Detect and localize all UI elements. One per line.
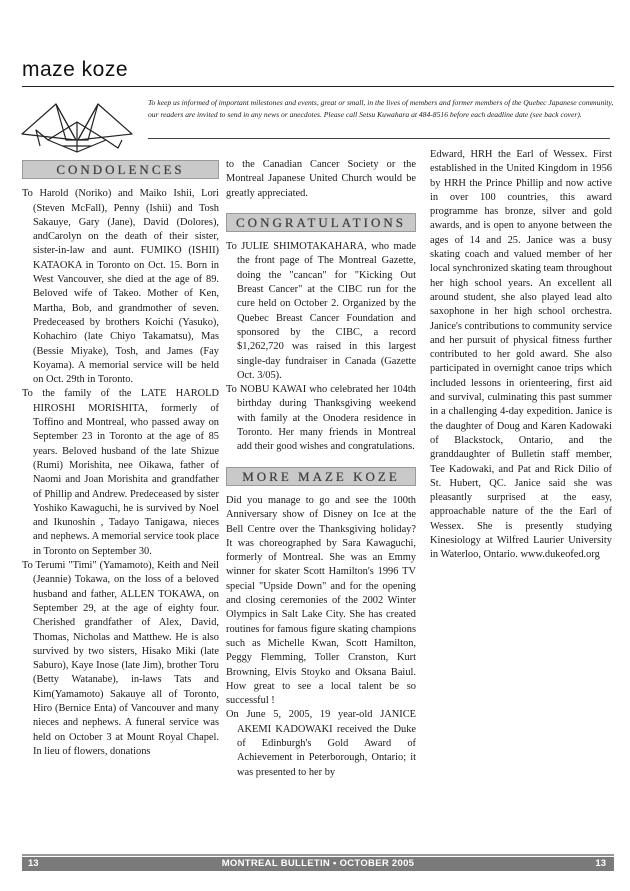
condolence-continued: to the Canadian Cancer Society or the Montreal Japanese United Church would be greatly appreciated.: [226, 159, 416, 199]
janice-kadowaki-paragraph: On June 5, 2005, 19 year-old JANICE AKEMI KADOWAKI received the Duke of Edinburgh's Gold Award of Achievement in Peterborough, Ontario; it was presented to her by: [226, 709, 416, 778]
condolence-entry: To Terumi "Timi" (Yamamoto), Keith and Neil (Jeannie) Tokawa, on the loss of a beloved husband and father, ALLEN TOKAWA, on September 29, at the age of eighty four. Cherished grandfather of Alex, David, Thomas, Nicholas and Matthew. He is also survived by two sisters, Hisako Miki (late Saburo), Kaye Inose (late Jim), brother Toru (Betty Watanabe), in-laws Tats and Kim(Yamamoto) Sakauye all of Toronto, Hiro (Bernice Enta) of Vancouver and many nieces and nephews. A funeral service was held on October 3 at Mount Royal Chapel. In lieu of flowers, donations: [22, 560, 219, 757]
page-footer: [22, 857, 614, 871]
congratulation-entry: To NOBU KAWAI who celebrated her 104th birthday during Thanksgiving weekend with family at the Onodera residence in Toronto. Her many friends in Montreal add their good wishes and congratulations.: [226, 384, 416, 453]
page-number-right: 13: [595, 858, 606, 869]
column-3: [430, 148, 612, 563]
condolences-heading: CONDOLENCES: [22, 160, 219, 179]
page-number-left: 13: [28, 858, 39, 869]
more-maze-koze-heading: MORE MAZE KOZE: [226, 467, 416, 486]
footer-title: MONTREAL BULLETIN • OCTOBER 2005: [221, 858, 415, 869]
janice-kadowaki-continued: Edward, HRH the Earl of Wessex. First established in the United Kingdom in 1956 by HRH the Prince Phillip and now active in over 100 countries, this award programme has bronze, silver and gold awards, and is open to anyone between the ages of 14 and 25. Janice was a busy skating coach and valued member of her local synchronized skating team throughout her high school years. An excellent all around student, she also played lead alto saxophone in her high school orchestra. Janice's contributions to community service and her pursuit of physical fitness further contributed to her gold award. She also participated in overnight canoe trips which included lessons in orienteering, first aid and survival, culminating this past summer in a challenging 4-day expedition. Janice is the daughter of Doug and Karen Kadowaki of Blackstock, Ontario, and the granddaughter of Bulletin staff member, Tee Kadowaki, and Pat and Rick Dilio of St. Hubert, QC. Janice said she was pleasantly surprised at the easy, approachable nature of the the Earl of Wessex. She is presently studying Kinesiology at Wilfred Laurier University in Waterloo, Ontario. www.dukeofed.org: [430, 149, 612, 561]
disney-on-ice-paragraph: Did you manage to go and see the 100th Anniversary show of Disney on Ice at the Bell Centre over the Thanksgiving holiday? It was choreographed by Sara Kawaguchi, formerly of Montreal. She was an Emmy winner for skater Scott Hamilton's 1996 TV special "Upside Down" and for the opening and closing ceremonies of the 2002 Winter Olympics in Salt Lake City. She has created routines for famous figure skating champions such as Michelle Kwan, Scott Hamilton, Peggy Flemming, Toller Cranston, Kurt Browning, Elvis Stoyko and Oksana Baiul. How great to see a local talent be so successful !: [226, 494, 416, 707]
footer-stripe: [22, 854, 614, 856]
condolence-entry: To the family of the LATE HAROLD HIROSHI MORISHITA, formerly of Toffino and Montreal, who passed away on September 23 in Toronto at the age of 85 years. Beloved husband of the late Shizue (Rumi) Morishita, nee Oikawa, father of Naomi and Joan Morishita and grandfather of Phillip and Andrew. Predeceased by sister Yoshiko Kawaguchi, he is survived by Noel and Ikunoshin , Tadayo Tanigawa, nieces and nephews. A memorial service took place in Toronto on September 30.: [22, 388, 219, 557]
intro-notice: To keep us informed of important milestones and events, great or small, in the lives of members and former members of the Quebec Japanese community, our readers are invited to send in any news or anecdotes. Please call Setsu Kuwahara at 484-8516 before each deadline date (see back cover).: [148, 98, 614, 120]
intro-divider: [148, 138, 610, 139]
page-title: maze koze: [22, 58, 129, 81]
condolence-entry: To Harold (Noriko) and Maiko Ishii, Lori (Steven McFall), Penny (Ishii) and Tosh Sakauye, Gary (Jane), David (Dolores), andCarolyn on the death of their sister, sister-in-law and aunt. FUMIKO (ISHII) KATAOKA in Toronto on Oct. 15. Born in West Vancouver, she died at the age of 89. Beloved wife of Takeo. Mother of Ken, Martha, Bob, and grandmother of seven. Predeceased by brothers Koichi (Yasuko), Kohachiro (late Chiyo Takamatsu), Mas (Bessie Miyake), Tosh, and James (Fay Koyama). A memorial service will be held on Oct. 29th in Toronto.: [22, 188, 219, 386]
column-2: [226, 158, 416, 780]
congratulations-heading: CONGRATULATIONS: [226, 213, 416, 232]
congratulation-entry: To JULIE SHIMOTAKAHARA, who made the front page of The Montreal Gazette, doing the "cancan" for "Kicking Out Breast Cancer" at the CIBC run for the cure held on October 2. Organized by the Quebec Breast Cancer Foundation and sponsored by the CIBC, a record $1,262,720 was raised in this largest single-day fundraiser in Canada (Gazette Oct. 3/05).: [226, 241, 416, 381]
title-divider: [22, 86, 614, 87]
column-1: [22, 148, 219, 759]
